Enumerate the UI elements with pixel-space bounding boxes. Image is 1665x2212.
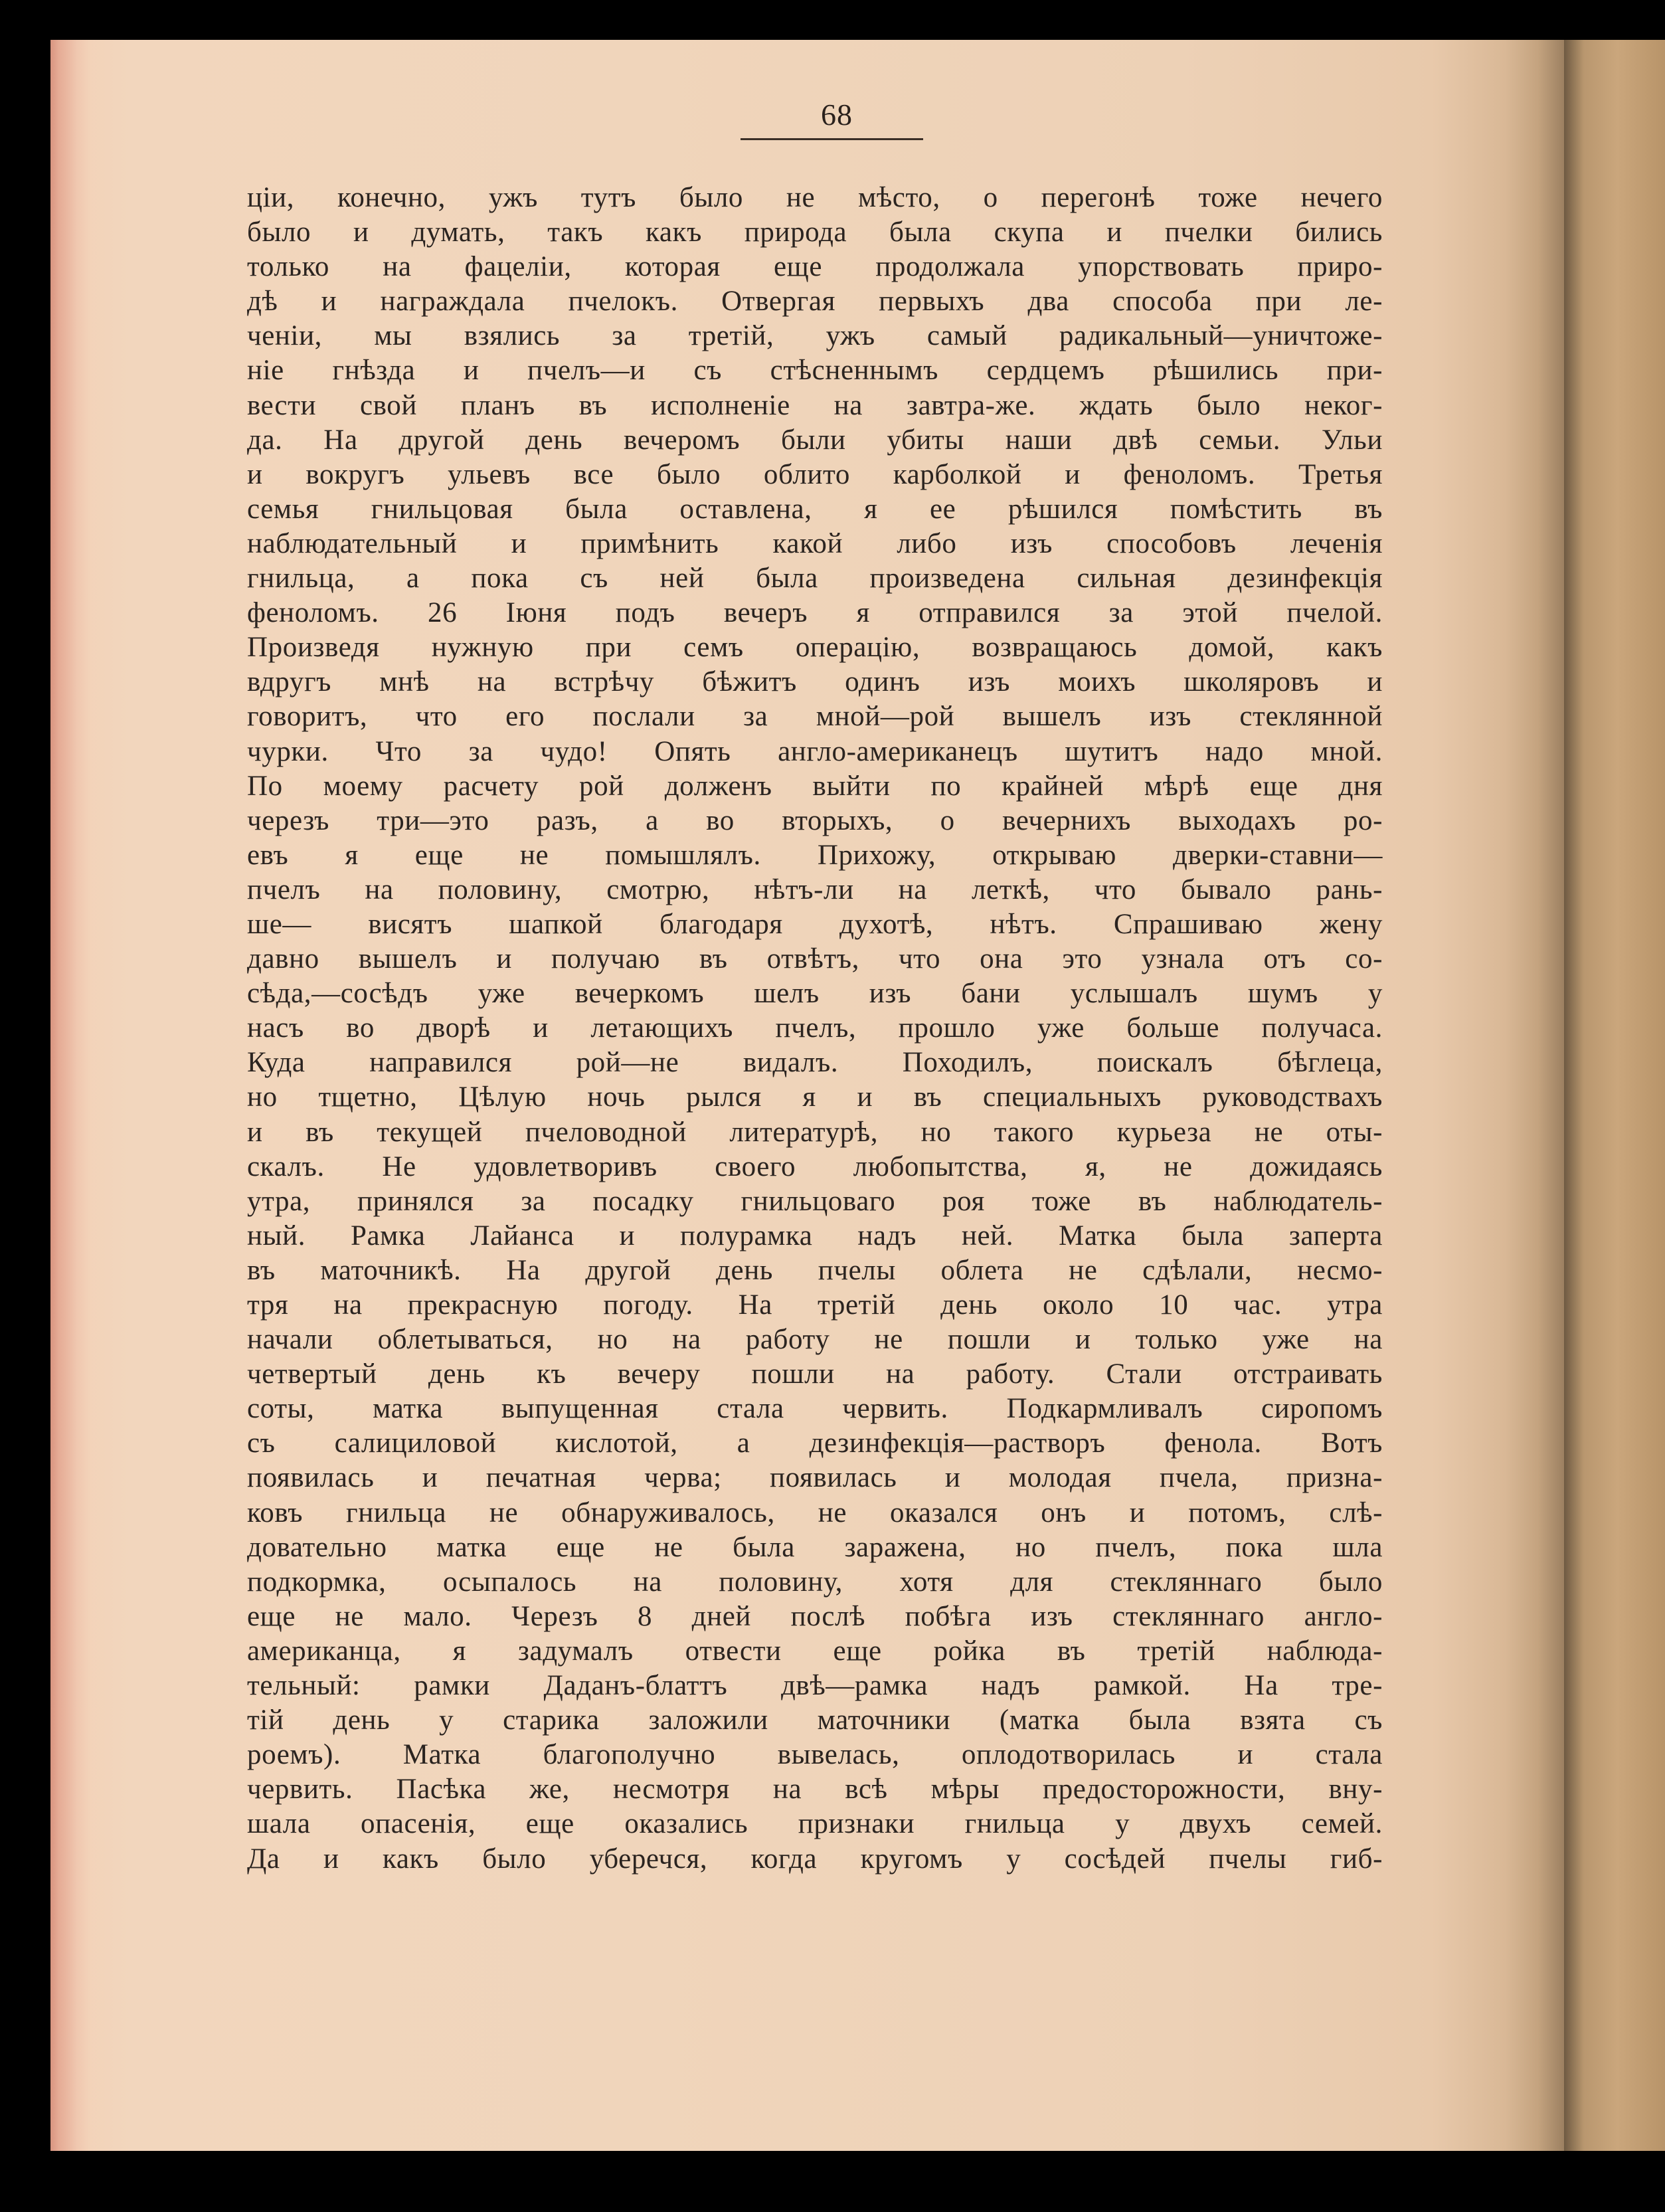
text-line: тій день у старика заложили маточники (матка была взята съ bbox=[247, 1705, 1383, 1736]
text-line: давно вышелъ и получаю въ отвѣтъ, что она это узнала отъ со- bbox=[247, 943, 1383, 975]
text-line: довательно матка еще не была заражена, но пчелъ, пока шла bbox=[247, 1531, 1383, 1563]
text-line: и вокругъ ульевъ все было облито карболкой и феноломъ. Третья bbox=[247, 458, 1383, 490]
text-line: червить. Пасѣка же, несмотря на всѣ мѣры предосторожности, вну- bbox=[247, 1774, 1383, 1805]
text-line: ціи, конечно, ужъ тутъ было не мѣсто, о перегонѣ тоже нечего bbox=[247, 182, 1383, 213]
text-line: По моему расчету рой долженъ выйти по крайней мѣрѣ еще дня bbox=[247, 770, 1383, 802]
text-line: вдругъ мнѣ на встрѣчу бѣжитъ одинъ изъ моихъ школяровъ и bbox=[247, 666, 1383, 698]
text-line: ковъ гнильца не обнаруживалось, не оказался онъ и потомъ, слѣ- bbox=[247, 1497, 1383, 1528]
text-line: чурки. Что за чудо! Опять англо-американецъ шутитъ надо мной. bbox=[247, 735, 1383, 767]
page-left-margin-tint bbox=[50, 40, 90, 2151]
text-line: гнильца, а пока съ ней была произведена сильная дезинфекція bbox=[247, 563, 1383, 595]
text-line: четвертый день къ вечеру пошли на работу. Стали отстраивать bbox=[247, 1358, 1383, 1390]
text-line: Да и какъ было уберечся, когда кругомъ у сосѣдей пчелы гиб- bbox=[247, 1843, 1383, 1875]
text-line: насъ во дворѣ и летающихъ пчелъ, прошло уже больше получаса. bbox=[247, 1012, 1383, 1044]
text-line: пчелъ на половину, смотрю, нѣтъ-ли на леткѣ, что бывало рань- bbox=[247, 874, 1383, 905]
text-line: съ салициловой кислотой, а дезинфекція—растворъ фенола. Вотъ bbox=[247, 1428, 1383, 1459]
text-line: появилась и печатная черва; появилась и молодая пчела, призна- bbox=[247, 1462, 1383, 1494]
page-number: 68 bbox=[821, 98, 853, 132]
text-line: и въ текущей пчеловодной литературѣ, но такого курьеза не оты- bbox=[247, 1116, 1383, 1148]
text-line: было и думать, такъ какъ природа была скупа и пчелки бились bbox=[247, 217, 1383, 248]
text-line: вести свой планъ въ исполненіе на завтра-же. ждать было неког- bbox=[247, 389, 1383, 421]
page-edge-shadow bbox=[1564, 40, 1665, 2151]
text-line: американца, я задумалъ отвести еще ройка въ третій наблюда- bbox=[247, 1635, 1383, 1667]
text-line: скалъ. Не удовлетворивъ своего любопытства, я, не дожидаясь bbox=[247, 1151, 1383, 1182]
text-line: ніе гнѣзда и пчелъ—и съ стѣсненнымъ сердцемъ рѣшились при- bbox=[247, 355, 1383, 387]
text-line: начали облетываться, но на работу не пошли и только уже на bbox=[247, 1324, 1383, 1356]
text-line: тельный: рамки Даданъ-блаттъ двѣ—рамка надъ рамкой. На тре- bbox=[247, 1670, 1383, 1702]
text-line: сѣда,—сосѣдъ уже вечеркомъ шелъ изъ бани услышалъ шумъ у bbox=[247, 978, 1383, 1010]
text-line: но тщетно, Цѣлую ночь рылся я и въ специальныхъ руководствахъ bbox=[247, 1081, 1383, 1113]
text-line: Куда направился рой—не видалъ. Походилъ, поискалъ бѣглеца, bbox=[247, 1047, 1383, 1079]
text-line: роемъ). Матка благополучно вывелась, оплодотворилась и стала bbox=[247, 1739, 1383, 1771]
header-rule bbox=[741, 138, 923, 140]
text-line: черезъ три—это разъ, а во вторыхъ, о вечернихъ выходахъ ро- bbox=[247, 804, 1383, 836]
text-line: да. На другой день вечеромъ были убиты наши двѣ семьи. Ульи bbox=[247, 424, 1383, 456]
text-line: соты, матка выпущенная стала червить. Подкармливалъ сиропомъ bbox=[247, 1393, 1383, 1425]
text-line: ченіи, мы взялись за третій, ужъ самый радикальный—уничтоже- bbox=[247, 320, 1383, 352]
text-line: тря на прекрасную погоду. На третій день около 10 час. утра bbox=[247, 1289, 1383, 1321]
text-line: утра, принялся за посадку гнильцоваго роя тоже въ наблюдатель- bbox=[247, 1185, 1383, 1217]
text-line: еще не мало. Черезъ 8 дней послѣ побѣга изъ стекляннаго англо- bbox=[247, 1600, 1383, 1632]
text-line: семья гнильцовая была оставлена, я ее рѣшился помѣстить въ bbox=[247, 493, 1383, 525]
text-line: только на фацеліи, которая еще продолжала упорствовать приро- bbox=[247, 251, 1383, 283]
text-line: ше— висятъ шапкой благодаря духотѣ, нѣтъ. Спрашиваю жену bbox=[247, 908, 1383, 940]
text-line: шала опасенія, еще оказались признаки гнильца у двухъ семей. bbox=[247, 1808, 1383, 1840]
text-line: дѣ и награждала пчелокъ. Отвергая первыхъ два способа при ле- bbox=[247, 286, 1383, 318]
text-line: евъ я еще не помышлялъ. Прихожу, открываю дверки-ставни— bbox=[247, 839, 1383, 871]
body-text bbox=[247, 181, 1383, 1877]
text-line: говоритъ, что его послали за мной—рой вышелъ изъ стеклянной bbox=[247, 701, 1383, 733]
text-line: ный. Рамка Лайанса и полурамка надъ ней. Матка была заперта bbox=[247, 1220, 1383, 1251]
text-line: Произведя нужную при семъ операцію, возвращаюсь домой, какъ bbox=[247, 632, 1383, 664]
text-line: въ маточникѣ. На другой день пчелы облета не сдѣлали, несмо- bbox=[247, 1254, 1383, 1286]
text-line: наблюдательный и примѣнить какой либо изъ способовъ леченія bbox=[247, 527, 1383, 559]
text-line: феноломъ. 26 Іюня подъ вечеръ я отправился за этой пчелой. bbox=[247, 597, 1383, 629]
text-line: подкормка, осыпалось на половину, хотя для стекляннаго было bbox=[247, 1566, 1383, 1598]
